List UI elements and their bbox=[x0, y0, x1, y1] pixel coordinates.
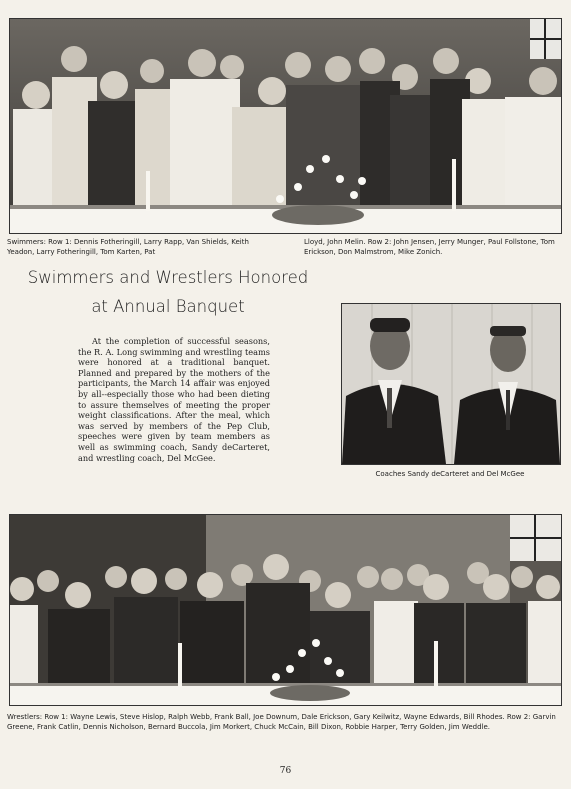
article-headline-line2: at Annual Banquet bbox=[91, 297, 245, 316]
wrestlers-caption: Wrestlers: Row 1: Wayne Lewis, Steve Hislop, Ralph Webb, Frank Ball, Joe Downum, Dale Erickson, Gary Keilwitz, Wayne Edwards, Bill Rhodes. Row 2: Garvin Greene, Frank Catlin, Dennis Nicholson, Bernard Buccola, Jim Morkert, Chuck McCain, Bill Dixon, Robbie Harper, Terry Golden, Jim Weddle. bbox=[7, 713, 556, 731]
swimmers-caption-left: Swimmers: Row 1: Dennis Fotheringill, Larry Rapp, Van Shields, Keith Yeadon, Larry Fotheringill, Tom Karten, Pat bbox=[7, 238, 249, 256]
coaches-caption: Coaches Sandy deCarteret and Del McGee bbox=[375, 470, 525, 478]
wrestlers-photo bbox=[9, 514, 562, 706]
swimmers-caption-right: Lloyd, John Melin. Row 2: John Jensen, Jerry Munger, Paul Follstone, Tom Erickson, Don Malmstrom, Mike Zonich. bbox=[304, 238, 555, 256]
article-headline-line1: Swimmers and Wrestlers Honored bbox=[27, 268, 309, 287]
coaches-photo bbox=[341, 303, 561, 465]
swimmers-photo bbox=[9, 18, 562, 234]
page-number: 76 bbox=[279, 766, 292, 776]
article-body: At the completion of successful seasons, the R. A. Long swimming and wrestling teams were honored at a traditional banquet. Planned and prepared by the mothers of the participants, the March 14 affair was enjoyed by all--especially those who had been dieting to assure themselves of meeting the proper weight classifications. After the meal, which was served by members of the Pep Club, speeches were given by team members as well as swimming coach, Sandy deCarteret, and wrestling coach, Del McGee. bbox=[78, 336, 270, 463]
